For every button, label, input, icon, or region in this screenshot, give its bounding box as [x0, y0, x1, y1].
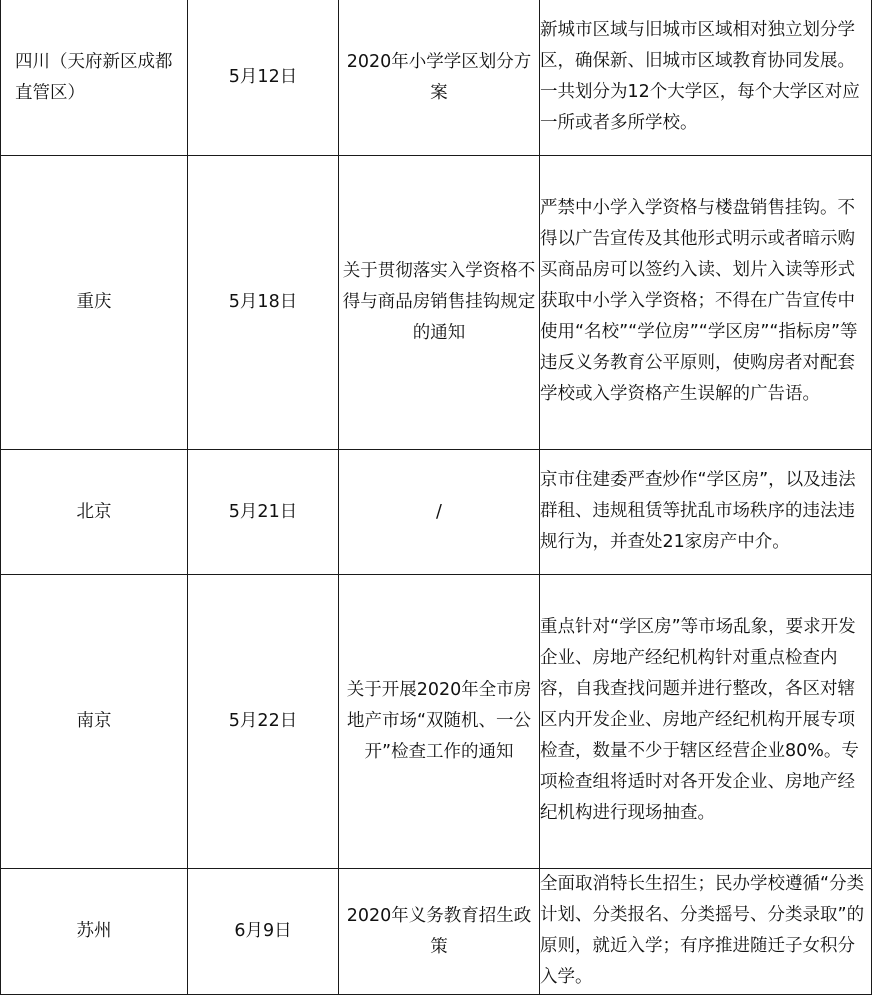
table-row	[1, 156, 872, 450]
document-title-text: 2020年义务教育招生政策	[346, 905, 532, 957]
detail-text: 重点针对“学区房”等市场乱象，要求开发企业、房地产经纪机构针对重点检查内容，自我查找问题并进行整改，各区对辖区内开发企业、房地产经纪机构开展专项检查，数量不少于辖区经营企业80%。专项检查组将适时对各开发企业、房地产经纪机构进行现场抽查。	[540, 617, 859, 823]
detail-text: 严禁中小学入学资格与楼盘销售挂钩。不得以广告宣传及其他形式明示或者暗示购买商品房可以签约入读、划片入读等形式获取中小学入学资格；不得在广告宣传中使用“名校”“学位房”“学区房”“指标房”等违反义务教育公平原则，使购房者对配套学校或入学资格产生误解的广告语。	[540, 198, 858, 404]
document-title-cell	[339, 156, 540, 450]
region-cell	[1, 575, 188, 869]
date-text: 6月9日	[234, 921, 292, 941]
region-cell	[1, 0, 188, 156]
detail-text: 新城市区域与旧城市区域相对独立划分学区，确保新、旧城市区域教育协同发展。一共划分为12个大学区，每个大学区对应一所或者多所学校。	[540, 19, 860, 133]
table-row	[1, 450, 872, 575]
region-text: 重庆	[76, 292, 112, 312]
document-title-text: 2020年小学学区划分方案	[346, 51, 532, 103]
region-text: 苏州	[76, 921, 112, 941]
table-row	[1, 0, 872, 156]
document-title-cell	[339, 450, 540, 575]
detail-cell	[540, 450, 872, 575]
document-title-cell	[339, 575, 540, 869]
table-row	[1, 869, 872, 995]
detail-cell	[540, 869, 872, 995]
document-title-cell	[339, 869, 540, 995]
document-title-cell	[339, 0, 540, 156]
date-text: 5月12日	[228, 67, 298, 87]
detail-cell	[540, 156, 872, 450]
date-cell	[188, 156, 339, 450]
document-title-text: 关于贯彻落实入学资格不得与商品房销售挂钩规定的通知	[342, 261, 536, 343]
region-text: 北京	[76, 501, 112, 522]
date-cell	[188, 575, 339, 869]
date-cell	[188, 869, 339, 995]
region-text: 南京	[76, 711, 112, 731]
detail-cell	[540, 0, 872, 156]
detail-text: 全面取消特长生招生；民办学校遵循“分类计划、分类报名、分类摇号、分类录取”的原则，就近入学；有序推进随迁子女积分入学。	[540, 873, 865, 987]
document-title-text: /	[436, 501, 442, 522]
detail-text: 京市住建委严查炒作“学区房”，以及违法群租、违规租赁等扰乱市场秩序的违法违规行为，并查处21家房产中介。	[540, 469, 856, 552]
date-cell	[188, 0, 339, 156]
document-title-text: 关于开展2020年全市房地产市场“双随机、一公开”检查工作的通知	[346, 680, 532, 762]
date-text: 5月21日	[228, 501, 298, 522]
date-text: 5月18日	[228, 292, 298, 312]
detail-cell	[540, 575, 872, 869]
region-cell	[1, 450, 188, 575]
region-cell	[1, 156, 188, 450]
table-row	[1, 575, 872, 869]
region-text: 四川（天府新区成都直管区）	[15, 51, 173, 103]
region-cell	[1, 869, 188, 995]
date-text: 5月22日	[228, 711, 298, 731]
date-cell	[188, 450, 339, 575]
